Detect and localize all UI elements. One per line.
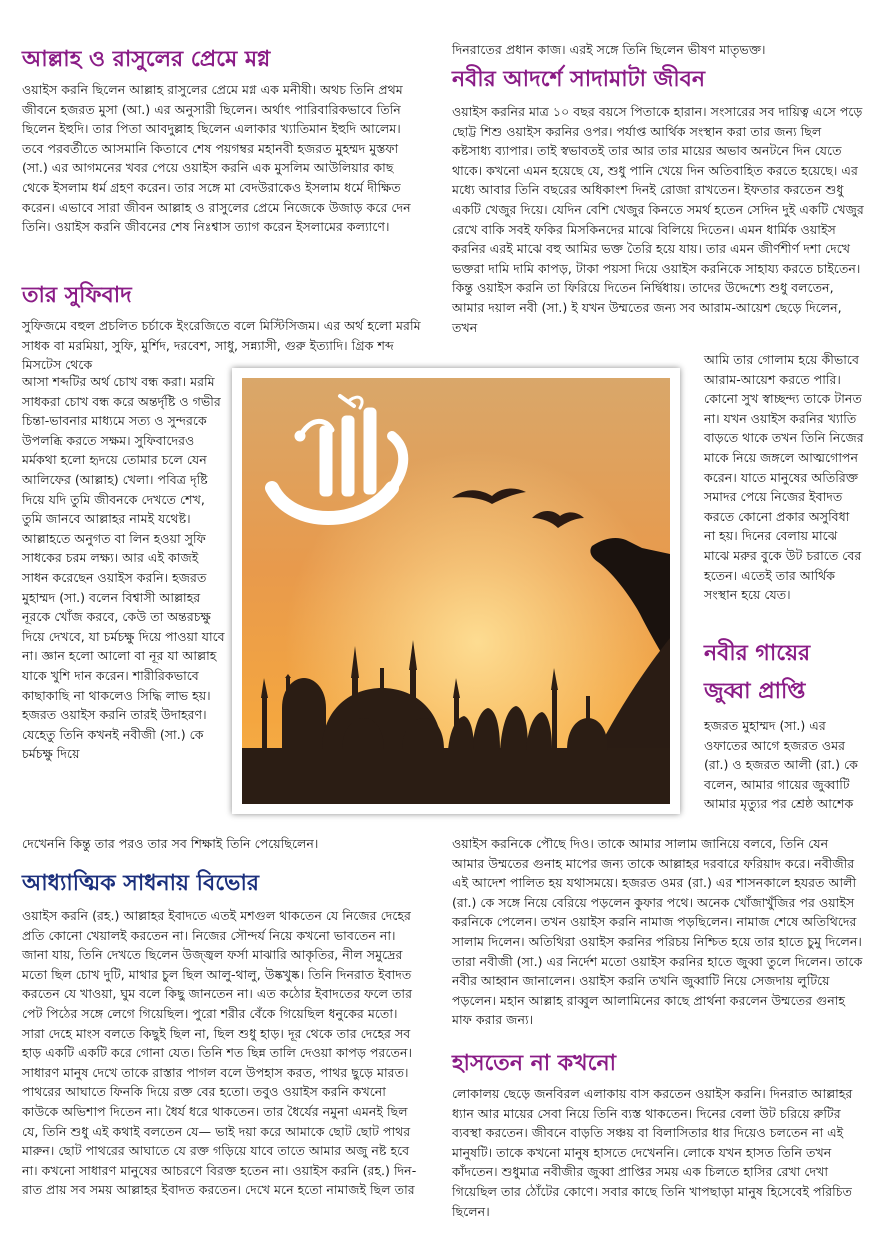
paragraph-jubba: ওয়াইস করনিকে পৌছে দিও। তাকে আমার সালাম জানিয়ে বলবে, তিনি যেন আমার উম্মতের গুনাহ মাপের জন্য তাকে আল্লাহর দরবারে ফরিয়াদ করে। নবীজীর এই আদেশ পালিত হয় যথাসময়ে। হজরত ওমর (রা.) এর শাসনকালে হযরত আলী (রা.) কে সঙ্গে নিয়ে বেরিয়ে পড়লেন কুফার পথে। অনেক খোঁজাখুঁজির পর ওয়াইস করনিকে পেলেন। তখন ওয়াইস করনি নামাজ পড়ছিলেন। নামাজ শেষে অতিথিদের সালাম দিলেন। অতিথিরা ওয়াইস করনির পরিচয় নিশ্চিত হয়ে তার হাতে চুমু দিলেন। তারা নবীজী (সা.) এর নির্দেশ মতো ওয়াইস করনির হাতে জুব্বা তুলে দিলেন। তাকে নবীর আহ্বান জানালেন। ওয়াইস করনি তখনি জুব্বাটি নিয়ে সেজদায় লুটিয়ে পড়লেন। মহান আল্লাহ রাব্বুল আলামিনের কাছে প্রার্থনা করলেন উম্মতের গুনাহ মাফ করার জন্য। <box>452 836 863 1028</box>
heading-allah-rasul: আল্লাহ ও রাসুলের প্রেমে মগ্ন <box>22 47 271 72</box>
heading-spiritual-practice: আধ্যাত্মিক সাধনায় বিভোর <box>22 871 259 896</box>
paragraph-simple-life-side: আমি তার গোলাম হয়ে কীভাবে আরাম-আয়েশ করতে পারি। কোনো সুখ স্বাচ্ছন্দ্য তাকে টানত না। যখন ওয়াইস করনির খ্যাতি বাড়তে থাকে তখন তিনি নিজের মাকে নিয়ে জঙ্গলে আত্মগোপন করেন। যাতে মানুষের অতিরিক্ত সমাদর পেয়ে নিজের ইবাদত করতে কোনো প্রকার অসুবিধা না হয়। দিনের বেলায় মাঝে মাঝে মরুর বুকে উট চরাতে বের হতেন। এতেই তার আর্থিক সংস্থান হয়ে যেত। <box>704 352 864 603</box>
paragraph-sufism-side: আসা শব্দটির অর্থ চোখ বন্ধ করা। মরমি সাধকরা চোখ বন্ধ করে অন্তর্দৃষ্টি ও গভীর চিন্তা-ভাবনার মাধ্যমে সত্য ও সুন্দরকে উপলব্ধি করতে সক্ষম। সুফিবাদেরও মর্মকথা হলো হৃদয়ে তোমার চলে যেন আলিফের (আল্লাহ) খেলা। পবিত্র দৃষ্টি দিয়ে যদি তুমি জীবনকে দেখতে শেখ, তুমি জানবে আল্লাহর নামই যথেষ্ট। আল্লাহতে অনুগত বা লিন হওয়া সুফি সাধকের চরম লক্ষ্য। আর এই কাজই সাধন করেছেন ওয়াইস করনি। হজরত মুহাম্মদ (সা.) বলেন বিশ্বাসী আল্লাহর নূরকে খোঁজ করবে, কেউ তা অন্তরচক্ষু দিয়ে দেখবে, যা চর্মচক্ষু দিয়ে পাওয়া যাবে না। জ্ঞান হলো আলো বা নূর যা আল্লাহ যাকে খুশি দান করেন। শারীরিকভাবে কাছাকাছি না থাকলেও সিদ্ধি লাভ হয়। হজরত ওয়াইস করনি তারই উদাহরণ। যেহেতু তিনি কখনই নবীজী (সা.) কে চর্মচক্ষু দিয়ে <box>22 374 225 762</box>
heading-jubba-line2: জুব্বা প্রাপ্তি <box>704 679 806 704</box>
heading-jubba-line1: নবীর গায়ের <box>704 641 811 666</box>
heading-sufism: তার সুফিবাদ <box>22 283 132 308</box>
sunset-mosque-illustration <box>242 378 670 804</box>
paragraph-never-laughed: লোকালয় ছেড়ে জনবিরল এলাকায় বাস করতেন ওয়াইস করনি। দিনরাত আল্লাহর ধ্যান আর মায়ের সেবা নিয়ে তিনি ব্যস্ত থাকতেন। দিনের বেলা উট চরিয়ে রুটির ব্যবস্থা করতেন। জীবনে বাড়তি সঞ্চয় বা বিলাসিতার ধার দিয়েও চলতেন না এই মানুষটি। তাকে কখনো মানুষ হাসতে দেখেননি। লোকে যখন হাসত তিনি তখন কাঁদতেন। শুধুমাত্র নবীজীর জুব্বা প্রাপ্তির সময় এক চিলতে হাসির রেখা দেখা গিয়েছিল তার ঠোঁটের কোণে। সবার কাছে তিনি খাপছাড়া মানুষ হিসেবেই পরিচিত ছিলেন। <box>452 1086 853 1219</box>
heading-never-laughed: হাসতেন না কখনো <box>452 1051 616 1076</box>
paragraph-mother-devotion: দিনরাতের প্রধান কাজ। এরই সঙ্গে তিনি ছিলেন ভীষণ মাতৃভক্ত। <box>452 42 766 57</box>
paragraph-sufism-top: সুফিজমে বহুল প্রচলিত চর্চাকে ইংরেজিতে বলে মিস্টিসিজম। এর অর্থ হলো মরমি সাধক বা মরমিয়া, সুফি, মুর্শিদ, দরবেশ, সাধু, সন্ন্যাসী, গুরু ইত্যাদি। গ্রিক শব্দ মিসটেস থেকে <box>22 318 421 373</box>
allah-calligraphy-image <box>232 368 680 814</box>
paragraph-jubba-side: হজরত মুহাম্মদ (সা.) এর ওফাতের আগে হজরত ওমর (রা.) ও হজরত আলী (রা.) কে বলেন, আমার গায়ের জুব্বাটি আমার মৃত্যুর পর শ্রেষ্ঠ আশেক <box>704 718 858 812</box>
paragraph-simple-life: ওয়াইস করনির মাত্র ১০ বছর বয়সে পিতাকে হারান। সংসারের সব দায়িত্ব এসে পড়ে ছোট্ট শিশু ওয়াইস করনির ওপর। পর্যাপ্ত আর্থিক সংস্থান করা তার জন্য ছিল কষ্টসাধ্য ব্যাপার। তাই স্বভাবতই তার আর তার মায়ের অভাব অনটনে দিন যেতে থাকে। কখনো এমন হয়েছে যে, শুধু পানি খেয়ে দিন অতিবাহিত করতে হয়েছে। এর মধ্যে আবার তিনি বছরের অধিকাংশ দিনই রোজা রাখতেন। ইফতার করতেন শুধু একটি খেজুর দিয়ে। যেদিন বেশি খেজুর কিনতে সমর্থ হতেন সেদিন দুই একটি খেজুর রেখে বাকি সবই ফকির মিসকিনদের মাঝে বিলিয়ে দিতেন। এমন ধার্মিক ওয়াইস করনির এরই মাঝে বহু আমির ভক্ত তৈরি হয়ে যায়। তার এমন জীর্ণশীর্ণ দশা দেখে ভক্তরা দামি দামি কাপড়, টাকা পয়সা দিয়ে ওয়াইস করনিকে সাহায্য করতে চাইতেন। কিন্তু ওয়াইস করনি তা ফিরিয়ে দিতেন নির্দ্বিধায়। তাদের উদ্দেশ্যে শুধু বলতেন, আমার দয়াল নবী (সা.) ই যখন উম্মতের জন্য সব আরাম-আয়েশ ছেড়ে দিলেন, তখন <box>452 104 864 335</box>
heading-simple-life: নবীর আদর্শে সাদামাটা জীবন <box>452 67 705 92</box>
paragraph-sufism-bottom: দেখেননি কিন্তু তার পরও তার সব শিক্ষাই তিনি পেয়েছিলেন। <box>22 836 319 851</box>
paragraph-spiritual-practice: ওয়াইস করনি (রহ.) আল্লাহর ইবাদতে এতই মশগুল থাকতেন যে নিজের দেহের প্রতি কোনো খেয়ালই করতেন না। নিজের সৌন্দর্য নিয়ে কখনো ভাবতেন না। জানা যায়, তিনি দেখতে ছিলেন উজ্জ্বল ফর্সা মাঝারি আকৃতির, নীল সমুদ্রের মতো ছিল চোখ দুটি, মাথার চুল ছিল আলু-থালু, উষ্কখুষ্ক। তিনি দিনরাত ইবাদত করতেন যে খাওয়া, ঘুম বলে কিছু জানতেন না। এত কঠোর ইবাদতের ফলে তার পেট পিঠের সঙ্গে লেগে গিয়েছিল। পুরো শরীর বেঁকে গিয়েছিল ধনুকের মতো। সারা দেহে মাংস বলতে কিছুই ছিল না, ছিল শুধু হাড়। দূর থেকে তার দেহের সব হাড় একটি একটি করে গোনা যেত। তিনি শত ছিন্ন তালি দেওয়া কাপড় পরতেন। সাধারণ মানুষ দেখে তাকে রাস্তার পাগল বলে উপহাস করত, পাথর ছুড়ে মারত। পাথরের আঘাতে ফিনকি দিয়ে রক্ত বের হতো। তবুও ওয়াইস করনি কখনো কাউকে অভিশাপ দিতেন না। ধৈর্য ধরে থাকতেন। তার ধৈর্যের নমুনা এমনই ছিল যে, তিনি শুধু এই কথাই বলতেন যে— ভাই দয়া করে আমাকে ছোট ছোট পাথর মারুন। ছোট পাথরের আঘাতে যে রক্ত গড়িয়ে যাবে তাতে আমার অজু নষ্ট হবে না। কখনো সাধারণ মানুষের আচরণে বিরক্ত হতেন না। ওয়াইস করনি (রহ.) দিন-রাত প্রায় সব সময় আল্লাহর ইবাদত করতেন। দেখে মনে হতো নামাজই ছিল তার <box>22 908 417 1198</box>
paragraph-allah-rasul: ওয়াইস করনি ছিলেন আল্লাহ রাসুলের প্রেমে মগ্ন এক মনীষী। অথচ তিনি প্রথম জীবনে হজরত মুসা (আ.) এর অনুসারী ছিলেন। অর্থাৎ পারিবারিকভাবে তিনি ছিলেন ইহুদি। তার পিতা আবদুল্লাহ ছিলেন এলাকার খ্যাতিমান ইহুদি আলেম। তবে পরবর্তীতে আসমানি কিতাবে শেষ পয়গম্বর মহানবী হজরত মুহম্মদ মুস্তফা (সা.) এর আগমনের খবর পেয়ে ওয়াইস করনি এক মুসলিম আউলিয়ার কাছ থেকে ইসলাম ধর্ম গ্রহণ করেন। তার সঙ্গে মা বেদউরাকেও ইসলাম ধর্মে দীক্ষিত করেন। এভাবে সারা জীবন আল্লাহ ও রাসুলের প্রেমে নিজেকে উজাড় করে দেন তিনি। ওয়াইস করনি জীবনের শেষ নিঃশ্বাস ত্যাগ করেন ইসলামের কল্যাণে। <box>22 82 411 235</box>
